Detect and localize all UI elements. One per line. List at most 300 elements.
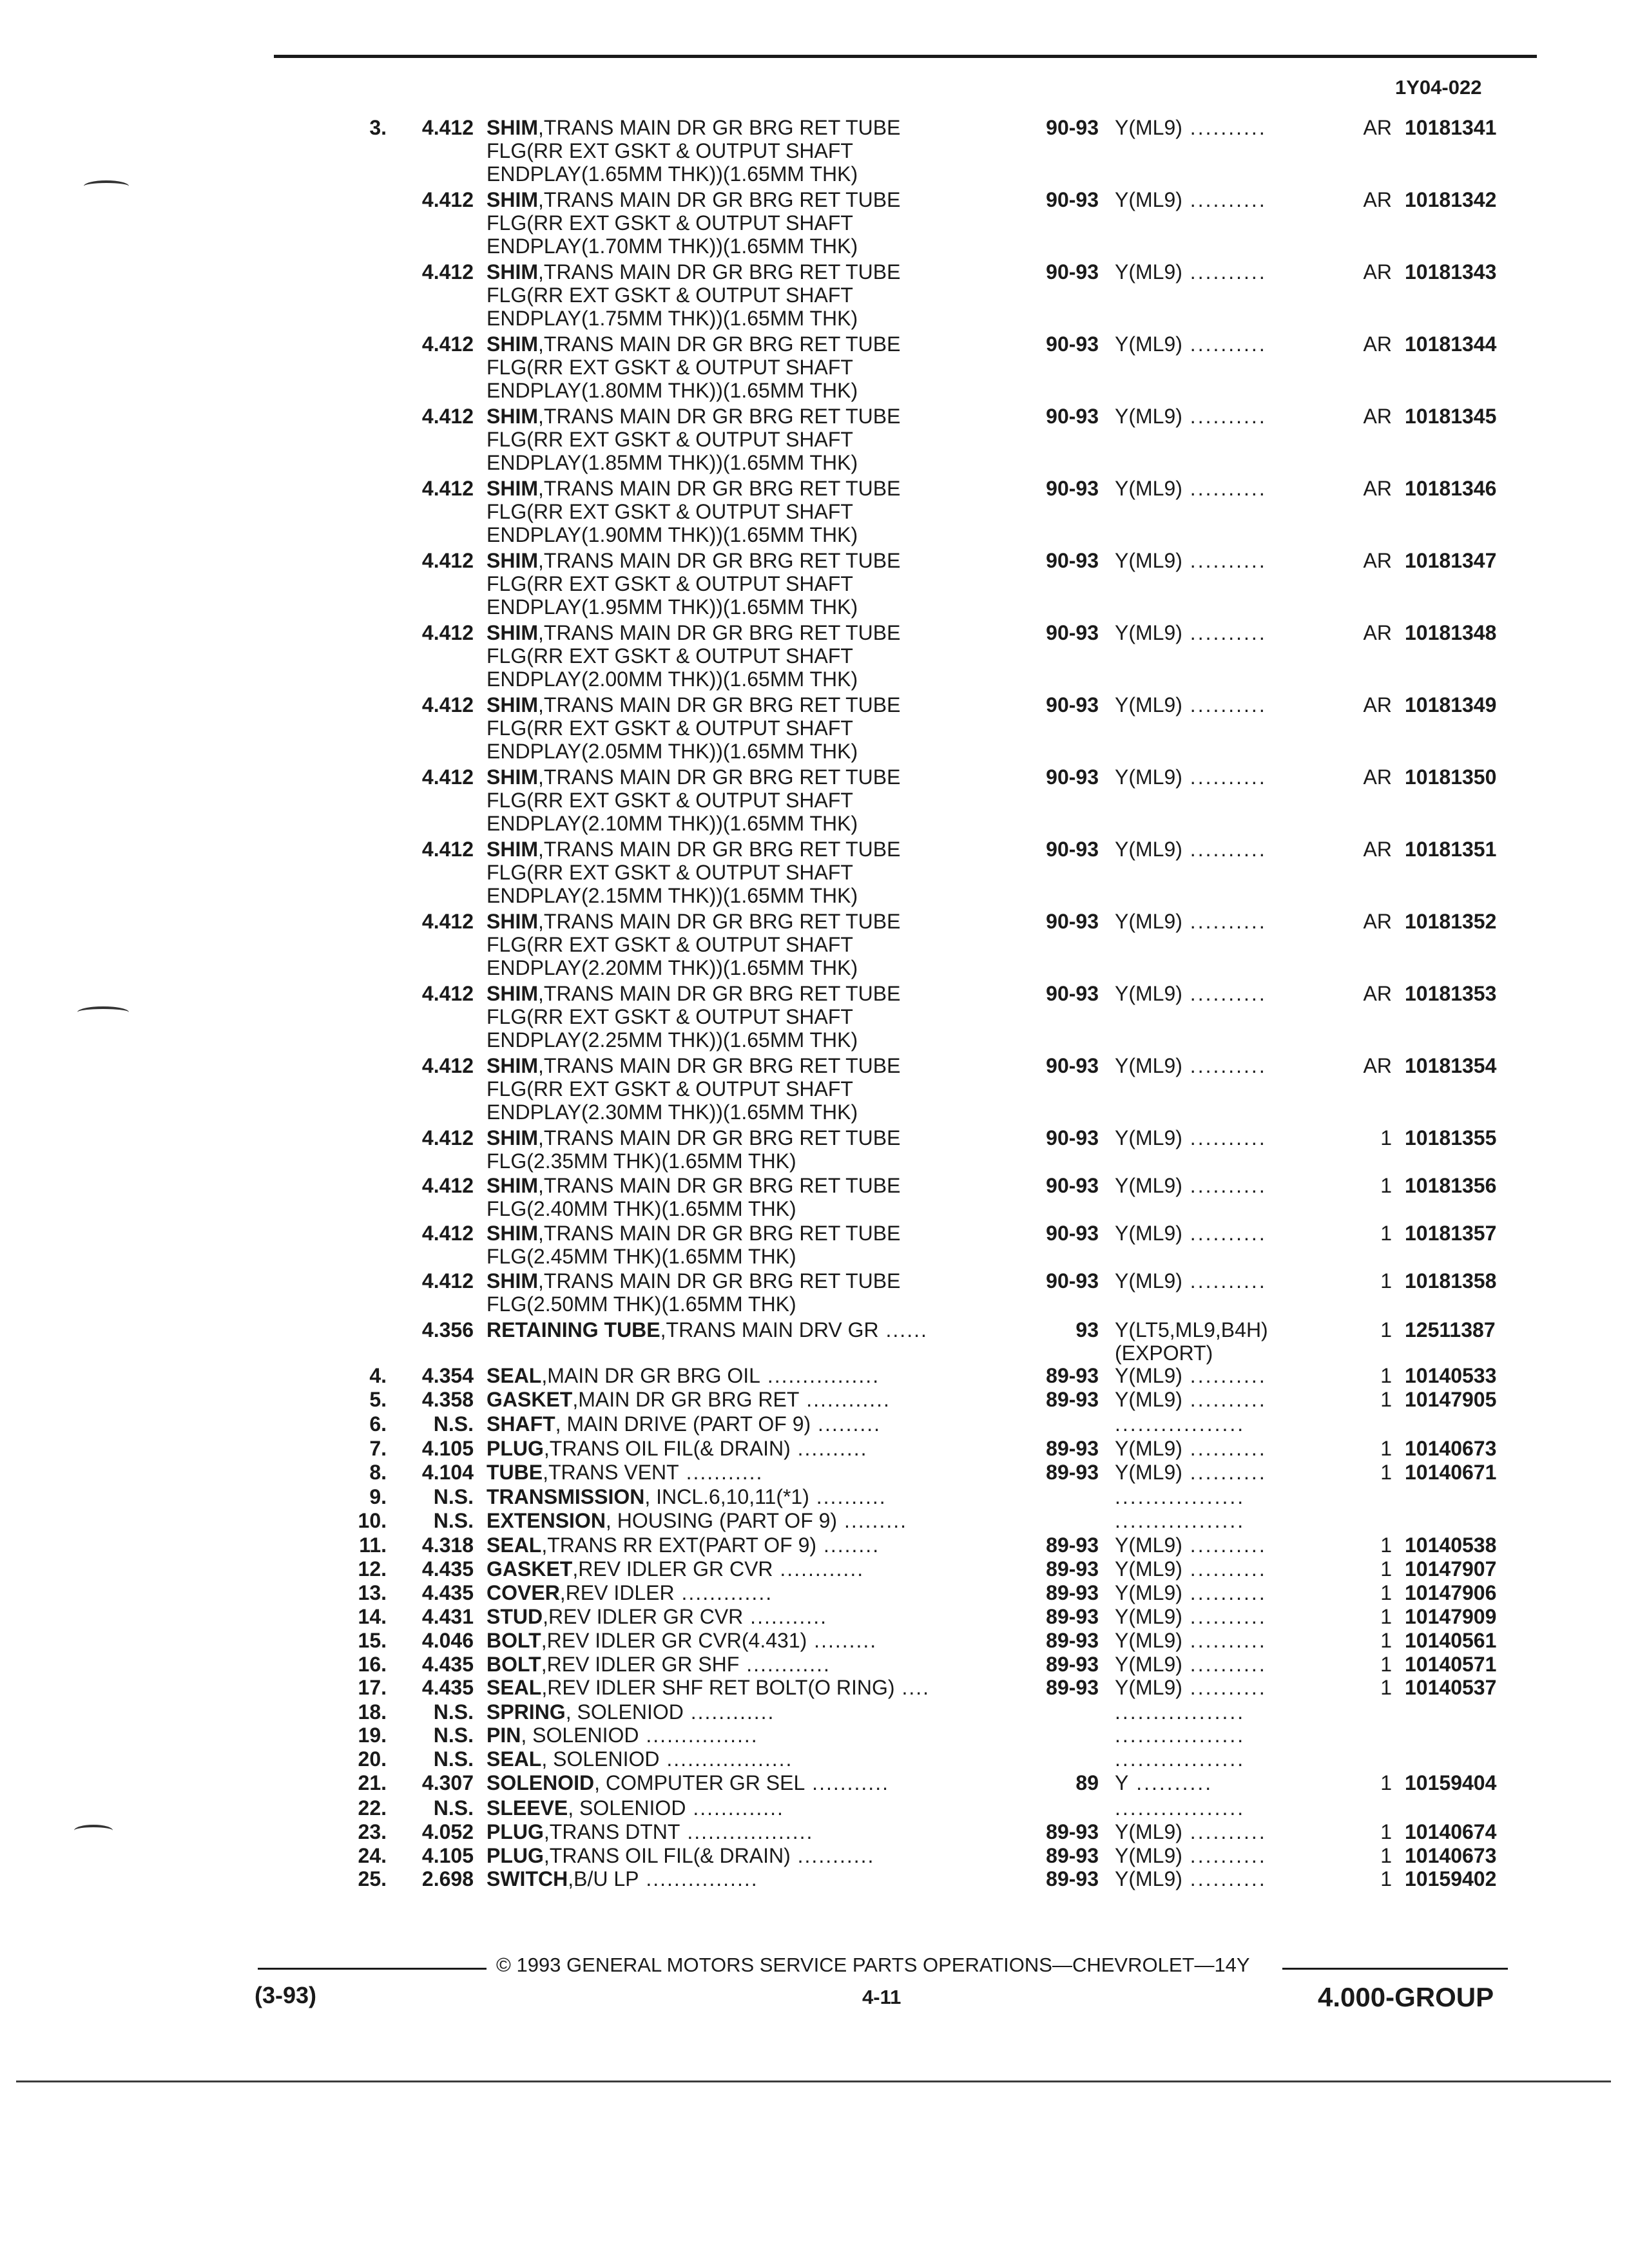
dot-leader: ............ bbox=[739, 1653, 831, 1676]
quantity: AR bbox=[1363, 260, 1392, 284]
description-line: ENDPLAY(1.85MM THK))(1.65MM THK) bbox=[487, 451, 858, 474]
dot-leader: .......... bbox=[1182, 1844, 1267, 1867]
dot-leader: ...... bbox=[878, 1318, 928, 1341]
description-line bbox=[487, 1868, 1002, 1890]
part-description bbox=[487, 1534, 1002, 1556]
dot-leader: .................. bbox=[659, 1747, 793, 1771]
part-description bbox=[487, 477, 1002, 546]
description-line bbox=[487, 549, 1002, 572]
dot-leader: ............ bbox=[683, 1700, 775, 1724]
description-line bbox=[487, 1558, 1002, 1580]
part-description bbox=[487, 332, 1002, 402]
description-line bbox=[487, 1724, 1002, 1746]
part-number: 10140673 bbox=[1405, 1437, 1497, 1460]
part-name: SHIM bbox=[487, 838, 538, 861]
description-text: ,REV IDLER GR CVR bbox=[543, 1605, 744, 1628]
model-years: 90-93 bbox=[1046, 405, 1099, 428]
part-description bbox=[487, 1126, 1002, 1173]
part-number: 10181342 bbox=[1405, 188, 1497, 211]
dot-leader: .......... bbox=[1182, 188, 1267, 211]
group-number: 4.354 bbox=[421, 1364, 474, 1387]
model-text: Y(ML9) bbox=[1115, 1820, 1182, 1843]
part-number: 10147909 bbox=[1405, 1605, 1497, 1628]
description-text: ,REV IDLER GR CVR bbox=[572, 1557, 773, 1581]
description-text: ,TRANS MAIN DR GR BRG RET TUBE bbox=[538, 405, 901, 428]
model-text: Y(ML9) bbox=[1115, 1629, 1182, 1652]
part-description bbox=[487, 1653, 1002, 1675]
item-number: 23. bbox=[358, 1820, 387, 1843]
model-code bbox=[1115, 1318, 1268, 1365]
group-number: 4.105 bbox=[421, 1437, 474, 1460]
group-number: 4.318 bbox=[421, 1533, 474, 1557]
group-number: 4.307 bbox=[421, 1771, 474, 1794]
description-text: ,TRANS MAIN DR GR BRG RET TUBE bbox=[538, 188, 901, 211]
dot-leader: .......... bbox=[1182, 1581, 1267, 1604]
description-line: FLG(RR EXT GSKT & OUTPUT SHAFT bbox=[487, 644, 853, 668]
description-text: ,TRANS RR EXT(PART OF 9) bbox=[541, 1533, 817, 1557]
part-name: SHIM bbox=[487, 477, 538, 500]
part-description bbox=[487, 1701, 1002, 1723]
quantity: 1 bbox=[1380, 1653, 1392, 1676]
model-text: Y(ML9) bbox=[1115, 1222, 1182, 1245]
description-text: ,TRANS MAIN DR GR BRG RET TUBE bbox=[538, 838, 901, 861]
dot-leader: ................. bbox=[1115, 1485, 1246, 1508]
description-line bbox=[487, 693, 1002, 716]
group-number: 2.698 bbox=[421, 1867, 474, 1890]
group-number: N.S. bbox=[433, 1796, 474, 1820]
part-number: 10181348 bbox=[1405, 621, 1497, 644]
part-description bbox=[487, 910, 1002, 979]
part-description bbox=[487, 1868, 1002, 1890]
group-number: N.S. bbox=[433, 1700, 474, 1724]
model-text: Y(ML9) bbox=[1115, 1269, 1182, 1293]
part-name: TRANSMISSION bbox=[487, 1485, 645, 1508]
model-text: Y(ML9) bbox=[1115, 405, 1182, 428]
model-years: 90-93 bbox=[1046, 910, 1099, 933]
description-text: , SOLENIOD bbox=[565, 1700, 684, 1724]
group-number: 4.104 bbox=[421, 1461, 474, 1484]
item-number: 22. bbox=[358, 1796, 387, 1820]
description-line: FLG(2.50MM THK)(1.65MM THK) bbox=[487, 1293, 796, 1316]
part-name: SHIM bbox=[487, 260, 538, 284]
group-number: 4.412 bbox=[421, 693, 474, 716]
model-text: Y(ML9) bbox=[1115, 1174, 1182, 1197]
part-number: 10181351 bbox=[1405, 838, 1497, 861]
part-name: SLEEVE bbox=[487, 1796, 568, 1820]
part-name: BOLT bbox=[487, 1653, 541, 1676]
group-number: N.S. bbox=[433, 1509, 474, 1532]
part-name: SEAL bbox=[487, 1747, 542, 1771]
model-code bbox=[1115, 1486, 1245, 1508]
part-description bbox=[487, 1797, 1002, 1819]
model-code bbox=[1115, 765, 1267, 789]
model-text: Y(ML9) bbox=[1115, 188, 1182, 211]
dot-leader: ................. bbox=[1115, 1724, 1246, 1747]
group-number: 4.435 bbox=[421, 1581, 474, 1604]
dot-leader: .......... bbox=[1182, 1629, 1267, 1652]
footer-page-number: 4-11 bbox=[862, 1986, 901, 2008]
dot-leader: .......... bbox=[1182, 693, 1267, 716]
model-code bbox=[1115, 1821, 1267, 1843]
model-text: Y(ML9) bbox=[1115, 477, 1182, 500]
model-text: Y(ML9) bbox=[1115, 1054, 1182, 1077]
part-name: STUD bbox=[487, 1605, 543, 1628]
model-code bbox=[1115, 549, 1267, 572]
item-number: 21. bbox=[358, 1771, 387, 1794]
description-line bbox=[487, 1748, 1002, 1770]
quantity: AR bbox=[1363, 982, 1392, 1005]
dot-leader: ............. bbox=[674, 1581, 773, 1604]
dot-leader: ........... bbox=[679, 1461, 764, 1484]
model-code bbox=[1115, 1510, 1245, 1532]
dot-leader: ............. bbox=[686, 1796, 784, 1820]
model-years: 90-93 bbox=[1046, 1269, 1099, 1293]
quantity: 1 bbox=[1380, 1318, 1392, 1341]
model-text: Y(ML9) bbox=[1115, 693, 1182, 716]
quantity: 1 bbox=[1380, 1820, 1392, 1843]
dot-leader: .......... bbox=[1182, 1533, 1267, 1557]
part-number: 10181354 bbox=[1405, 1054, 1497, 1077]
quantity: 1 bbox=[1380, 1557, 1392, 1581]
description-line bbox=[487, 1606, 1002, 1628]
dot-leader: .......... bbox=[1182, 1174, 1267, 1197]
part-number: 10140671 bbox=[1405, 1461, 1497, 1484]
description-text: , INCL.6,10,11(*1) bbox=[644, 1485, 809, 1508]
description-line bbox=[487, 910, 1002, 933]
group-number: N.S. bbox=[433, 1485, 474, 1508]
description-line: FLG(RR EXT GSKT & OUTPUT SHAFT bbox=[487, 211, 853, 235]
model-text: Y bbox=[1115, 1771, 1129, 1794]
item-number: 4. bbox=[369, 1364, 387, 1387]
model-text: Y(ML9) bbox=[1115, 1844, 1182, 1867]
description-line bbox=[487, 477, 1002, 500]
description-line bbox=[487, 1222, 1002, 1245]
description-line bbox=[487, 1821, 1002, 1843]
model-text: Y(ML9) bbox=[1115, 1126, 1182, 1149]
model-code bbox=[1115, 1797, 1245, 1819]
description-line: ENDPLAY(1.70MM THK))(1.65MM THK) bbox=[487, 235, 858, 258]
part-description bbox=[487, 1222, 1002, 1268]
dot-leader: .... bbox=[894, 1676, 930, 1699]
group-number: 4.412 bbox=[421, 1222, 474, 1245]
model-code bbox=[1115, 1772, 1213, 1794]
quantity: 1 bbox=[1380, 1629, 1392, 1652]
quantity: AR bbox=[1363, 765, 1392, 789]
model-years: 89-93 bbox=[1046, 1461, 1099, 1484]
model-code bbox=[1115, 405, 1267, 428]
dot-leader: .......... bbox=[1182, 1126, 1267, 1149]
group-number: 4.412 bbox=[421, 621, 474, 644]
model-code bbox=[1115, 910, 1267, 933]
group-number: 4.412 bbox=[421, 332, 474, 356]
part-description bbox=[487, 1558, 1002, 1580]
description-line: ENDPLAY(1.80MM THK))(1.65MM THK) bbox=[487, 379, 858, 402]
item-number: 7. bbox=[369, 1437, 387, 1460]
dot-leader: ......... bbox=[837, 1509, 907, 1532]
dot-leader: .......... bbox=[1182, 982, 1267, 1005]
group-number: 4.412 bbox=[421, 477, 474, 500]
description-line bbox=[487, 116, 1002, 139]
part-description bbox=[487, 765, 1002, 835]
part-description bbox=[487, 1606, 1002, 1628]
part-name: SHAFT bbox=[487, 1412, 555, 1436]
part-number: 10147905 bbox=[1405, 1388, 1497, 1411]
group-number: N.S. bbox=[433, 1724, 474, 1747]
model-code bbox=[1115, 1269, 1267, 1293]
part-number: 10147906 bbox=[1405, 1581, 1497, 1604]
description-line: FLG(2.45MM THK)(1.65MM THK) bbox=[487, 1245, 796, 1268]
description-text: ,TRANS MAIN DR GR BRG RET TUBE bbox=[538, 910, 901, 933]
description-line: FLG(RR EXT GSKT & OUTPUT SHAFT bbox=[487, 861, 853, 884]
model-years: 90-93 bbox=[1046, 477, 1099, 500]
part-name: SHIM bbox=[487, 910, 538, 933]
model-text: Y(ML9) bbox=[1115, 116, 1182, 139]
part-name: SHIM bbox=[487, 621, 538, 644]
dot-leader: .......... bbox=[1182, 1605, 1267, 1628]
model-years: 89-93 bbox=[1046, 1581, 1099, 1604]
item-number: 11. bbox=[359, 1533, 387, 1557]
description-text: ,TRANS MAIN DR GR BRG RET TUBE bbox=[538, 765, 901, 789]
model-code bbox=[1115, 1534, 1267, 1556]
part-number: 10181341 bbox=[1405, 116, 1497, 139]
model-text: Y(ML9) bbox=[1115, 1653, 1182, 1676]
model-text: Y(ML9) bbox=[1115, 838, 1182, 861]
quantity: AR bbox=[1363, 405, 1392, 428]
item-number: 8. bbox=[369, 1461, 387, 1484]
model-code bbox=[1115, 188, 1267, 211]
part-number: 10140533 bbox=[1405, 1364, 1497, 1387]
dot-leader: ......... bbox=[807, 1629, 878, 1652]
part-description bbox=[487, 1413, 1002, 1435]
footer-rule-right bbox=[1282, 1968, 1508, 1970]
item-number: 3. bbox=[369, 116, 387, 139]
part-description bbox=[487, 1461, 1002, 1483]
model-years: 90-93 bbox=[1046, 1222, 1099, 1245]
model-code bbox=[1115, 1653, 1267, 1675]
description-text: ,TRANS MAIN DR GR BRG RET TUBE bbox=[538, 1126, 901, 1149]
model-text: Y(ML9) bbox=[1115, 621, 1182, 644]
group-number: 4.412 bbox=[421, 838, 474, 861]
description-text: , SOLENIOD bbox=[568, 1796, 686, 1820]
description-line bbox=[487, 1486, 1002, 1508]
model-note: (EXPORT) bbox=[1115, 1341, 1213, 1365]
part-name: PLUG bbox=[487, 1844, 544, 1867]
model-text: Y(ML9) bbox=[1115, 910, 1182, 933]
group-number: 4.412 bbox=[421, 188, 474, 211]
dot-leader: ............ bbox=[773, 1557, 865, 1581]
part-number: 10159402 bbox=[1405, 1867, 1497, 1890]
part-name: GASKET bbox=[487, 1388, 573, 1411]
dot-leader: .......... bbox=[790, 1437, 868, 1460]
binder-hole-mark bbox=[77, 1006, 129, 1018]
description-line bbox=[487, 621, 1002, 644]
description-text: ,TRANS MAIN DR GR BRG RET TUBE bbox=[538, 332, 901, 356]
item-number: 15. bbox=[358, 1629, 387, 1652]
quantity: AR bbox=[1363, 621, 1392, 644]
description-text: ,TRANS DTNT bbox=[543, 1820, 680, 1843]
dot-leader: .......... bbox=[1182, 1364, 1267, 1387]
description-line: FLG(RR EXT GSKT & OUTPUT SHAFT bbox=[487, 789, 853, 812]
dot-leader: .......... bbox=[1182, 1653, 1267, 1676]
model-text: Y(ML9) bbox=[1115, 1461, 1182, 1484]
model-code bbox=[1115, 1582, 1267, 1604]
part-name: SEAL bbox=[487, 1533, 542, 1557]
group-number: 4.412 bbox=[421, 1269, 474, 1293]
item-number: 5. bbox=[369, 1388, 387, 1411]
quantity: 1 bbox=[1380, 1269, 1392, 1293]
part-description bbox=[487, 1582, 1002, 1604]
group-number: 4.435 bbox=[421, 1557, 474, 1581]
model-code bbox=[1115, 1606, 1267, 1628]
dot-leader: .......... bbox=[1182, 838, 1267, 861]
group-number: 4.412 bbox=[421, 549, 474, 572]
part-name: SEAL bbox=[487, 1676, 542, 1699]
description-text: ,TRANS MAIN DR GR BRG RET TUBE bbox=[538, 477, 901, 500]
quantity: 1 bbox=[1380, 1676, 1392, 1699]
description-line bbox=[487, 1365, 1002, 1387]
part-description bbox=[487, 405, 1002, 474]
model-years: 89-93 bbox=[1046, 1605, 1099, 1628]
model-text: Y(ML9) bbox=[1115, 1676, 1182, 1699]
dot-leader: .......... bbox=[1182, 1054, 1267, 1077]
description-line bbox=[487, 1318, 1002, 1341]
dot-leader: .......... bbox=[1182, 477, 1267, 500]
quantity: 1 bbox=[1380, 1126, 1392, 1149]
description-line bbox=[487, 1437, 1002, 1459]
model-years: 90-93 bbox=[1046, 188, 1099, 211]
quantity: 1 bbox=[1380, 1533, 1392, 1557]
model-code bbox=[1115, 1748, 1245, 1770]
description-line: FLG(RR EXT GSKT & OUTPUT SHAFT bbox=[487, 139, 853, 162]
model-code bbox=[1115, 1845, 1267, 1867]
model-years: 89 bbox=[1075, 1771, 1099, 1794]
part-description bbox=[487, 1437, 1002, 1459]
model-years: 93 bbox=[1075, 1318, 1099, 1341]
description-line: FLG(RR EXT GSKT & OUTPUT SHAFT bbox=[487, 356, 853, 379]
model-years: 90-93 bbox=[1046, 1126, 1099, 1149]
quantity: 1 bbox=[1380, 1437, 1392, 1460]
item-number: 24. bbox=[358, 1844, 387, 1867]
part-description bbox=[487, 1365, 1002, 1387]
quantity: AR bbox=[1363, 693, 1392, 716]
quantity: AR bbox=[1363, 910, 1392, 933]
model-years: 90-93 bbox=[1046, 765, 1099, 789]
group-number: 4.105 bbox=[421, 1844, 474, 1867]
dot-leader: .......... bbox=[1182, 1222, 1267, 1245]
description-line: ENDPLAY(1.75MM THK))(1.65MM THK) bbox=[487, 307, 858, 330]
model-text: Y(ML9) bbox=[1115, 1533, 1182, 1557]
dot-leader: .................. bbox=[680, 1820, 814, 1843]
model-text: Y(ML9) bbox=[1115, 1605, 1182, 1628]
part-number: 10181344 bbox=[1405, 332, 1497, 356]
part-description bbox=[487, 188, 1002, 258]
quantity: 1 bbox=[1380, 1844, 1392, 1867]
model-years: 89-93 bbox=[1046, 1867, 1099, 1890]
part-name: SHIM bbox=[487, 116, 538, 139]
footer-group: 4.000-GROUP bbox=[1318, 1982, 1494, 2012]
description-line: FLG(RR EXT GSKT & OUTPUT SHAFT bbox=[487, 500, 853, 523]
group-number: 4.412 bbox=[421, 765, 474, 789]
part-name: PIN bbox=[487, 1724, 521, 1747]
part-name: SHIM bbox=[487, 188, 538, 211]
part-name: SOLENOID bbox=[487, 1771, 595, 1794]
model-years: 90-93 bbox=[1046, 116, 1099, 139]
description-text: ,TRANS MAIN DRV GR bbox=[660, 1318, 879, 1341]
dot-leader: .......... bbox=[1182, 260, 1267, 284]
binder-hole-mark bbox=[74, 1825, 113, 1836]
description-line bbox=[487, 1772, 1002, 1794]
part-number: 10147907 bbox=[1405, 1557, 1497, 1581]
model-code bbox=[1115, 982, 1267, 1005]
dot-leader: .......... bbox=[1182, 405, 1267, 428]
description-line: FLG(RR EXT GSKT & OUTPUT SHAFT bbox=[487, 1005, 853, 1028]
part-description bbox=[487, 838, 1002, 907]
page-code: 1Y04-022 bbox=[1395, 76, 1482, 99]
dot-leader: .......... bbox=[1182, 549, 1267, 572]
dot-leader: .......... bbox=[1182, 1437, 1267, 1460]
part-name: SHIM bbox=[487, 693, 538, 716]
description-text: ,TRANS OIL FIL(& DRAIN) bbox=[543, 1844, 791, 1867]
description-line: FLG(RR EXT GSKT & OUTPUT SHAFT bbox=[487, 428, 853, 451]
item-number: 16. bbox=[358, 1653, 387, 1676]
part-number: 10181343 bbox=[1405, 260, 1497, 284]
part-name: SWITCH bbox=[487, 1867, 568, 1890]
item-number: 10. bbox=[358, 1509, 387, 1532]
item-number: 25. bbox=[358, 1867, 387, 1890]
model-code bbox=[1115, 1558, 1267, 1580]
dot-leader: .......... bbox=[1182, 116, 1267, 139]
part-description bbox=[487, 1677, 1002, 1698]
description-line bbox=[487, 332, 1002, 356]
model-code bbox=[1115, 477, 1267, 500]
part-name: SHIM bbox=[487, 1054, 538, 1077]
description-text: ,TRANS MAIN DR GR BRG RET TUBE bbox=[538, 260, 901, 284]
part-name: PLUG bbox=[487, 1437, 544, 1460]
description-line bbox=[487, 1461, 1002, 1483]
part-name: SHIM bbox=[487, 1222, 538, 1245]
description-line: ENDPLAY(2.00MM THK))(1.65MM THK) bbox=[487, 668, 858, 691]
description-text: ,REV IDLER bbox=[559, 1581, 675, 1604]
description-text: ,MAIN DR GR BRG RET bbox=[572, 1388, 800, 1411]
description-line bbox=[487, 1174, 1002, 1197]
description-line: ENDPLAY(2.05MM THK))(1.65MM THK) bbox=[487, 740, 858, 763]
description-line: ENDPLAY(2.10MM THK))(1.65MM THK) bbox=[487, 812, 858, 835]
dot-leader: .......... bbox=[809, 1485, 887, 1508]
part-name: SHIM bbox=[487, 405, 538, 428]
description-line: FLG(RR EXT GSKT & OUTPUT SHAFT bbox=[487, 716, 853, 740]
dot-leader: ........ bbox=[816, 1533, 880, 1557]
part-number: 10140561 bbox=[1405, 1629, 1497, 1652]
description-line: FLG(RR EXT GSKT & OUTPUT SHAFT bbox=[487, 933, 853, 956]
model-code bbox=[1115, 1629, 1267, 1651]
quantity: 1 bbox=[1380, 1771, 1392, 1794]
description-line bbox=[487, 1629, 1002, 1651]
model-code bbox=[1115, 1222, 1267, 1245]
model-text: Y(ML9) bbox=[1115, 260, 1182, 284]
model-code bbox=[1115, 1437, 1267, 1459]
part-number: 10181346 bbox=[1405, 477, 1497, 500]
description-text: ,TRANS VENT bbox=[543, 1461, 679, 1484]
model-code bbox=[1115, 1868, 1267, 1890]
description-line bbox=[487, 260, 1002, 284]
description-line bbox=[487, 405, 1002, 428]
model-text: Y(ML9) bbox=[1115, 765, 1182, 789]
dot-leader: .......... bbox=[1182, 1388, 1267, 1411]
part-description bbox=[487, 1269, 1002, 1316]
model-code bbox=[1115, 1701, 1245, 1723]
part-description bbox=[487, 1629, 1002, 1651]
item-number: 12. bbox=[358, 1557, 387, 1581]
